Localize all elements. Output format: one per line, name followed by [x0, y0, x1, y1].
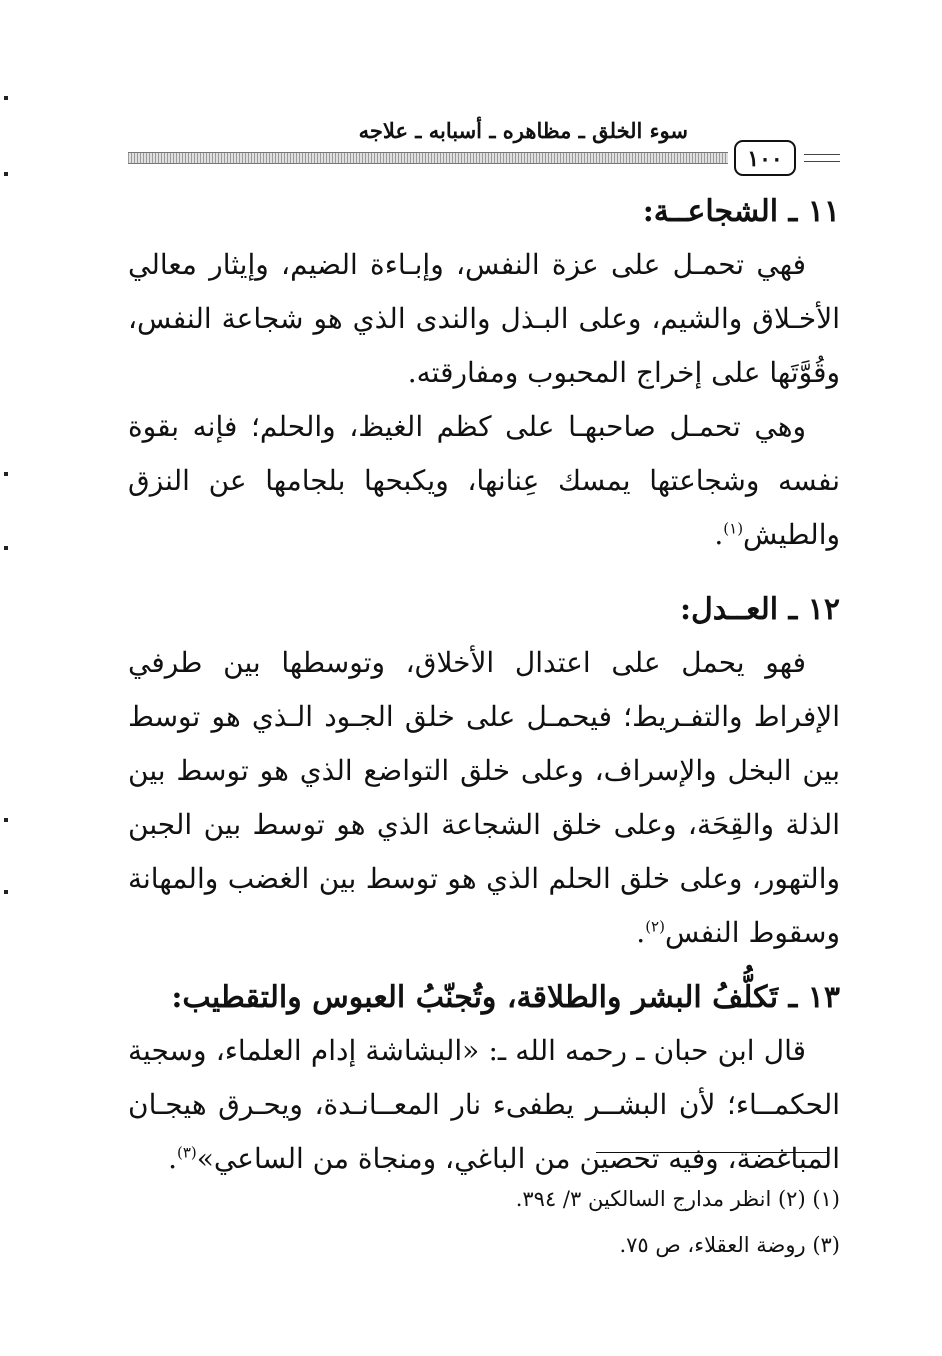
footnote-ref[interactable]: (١)	[723, 519, 744, 538]
section-heading: ١٢ ـ العــدل:	[679, 592, 840, 627]
page-number: ١٠٠	[734, 140, 796, 176]
header-rule	[128, 152, 728, 164]
scan-mark	[4, 472, 8, 476]
section-heading: ١٣ ـ تَكلُّفُ البشر والطلاقة، وتُجنّبُ العبوس والتقطيب:	[171, 980, 840, 1015]
scan-mark	[4, 818, 8, 822]
footnote-ref[interactable]: (٣)	[177, 1143, 197, 1162]
scan-mark	[4, 546, 8, 550]
footnote-ref[interactable]: (٢)	[645, 917, 665, 936]
paragraph: فهو يحمل على اعتدال الأخلاق، وتوسطها بين طرفي الإفراط والتفـريط؛ فيحمـل على خلق الجـود الـذي هو توسط بين البخل والإسراف، وعلى خلق التواضع الذي هو توسط بين الذلة والقِحَة، وعلى خلق الشجاعة الذي هو توسط بين الجبن والتهور، وعلى خلق الحلم الذي هو توسط بين الغضب والمهانة وسقوط النفس$^{(٢)}$.	[128, 646, 840, 949]
paragraph: قال ابن حبان ـ رحمه الله ـ: «البشاشة إدام العلماء، وسجية الحكمــاء؛ لأن البشــر يطفىء نار المعــانـدة، ويحـرق هيجـان المباغضة، وفيه تحصين من الباغي، ومنجاة من الساعي»$^{(٣)}$.	[128, 1034, 840, 1175]
footnotes	[128, 1176, 840, 1268]
running-title: سوء الخلق ـ مظاهره ـ أسبابه ـ علاجه	[358, 118, 688, 143]
page-header	[128, 112, 840, 182]
scan-mark	[4, 172, 8, 176]
main-text	[128, 186, 840, 1186]
scan-mark	[4, 890, 8, 894]
footnote: (١) (٢) انظر مدارج السالكين ٣/ ٣٩٤.	[515, 1187, 840, 1211]
paragraph: وهي تحمـل صاحبهـا على كظم الغيظ، والحلم؛ فإنه بقوة نفسه وشجاعتها يمسك عِنانها، ويكبحها بلجامها عن النزق والطيش$^{(١)}$.	[128, 410, 840, 551]
section-heading: ١١ ـ الشجاعــة:	[642, 194, 840, 229]
scan-mark	[4, 96, 8, 100]
footnote: (٣) روضة العقلاء، ص ٧٥.	[619, 1233, 840, 1257]
header-rule-right	[804, 154, 840, 162]
footnote-separator	[596, 1152, 828, 1153]
paragraph: فهي تحمـل على عزة النفس، وإبـاءة الضيم، وإيثار معالي الأخـلاق والشيم، وعلى البـذل والندى الذي هو شجاعة النفس، وقُوَّتَها على إخراج المحبوب ومفارقته.	[128, 248, 840, 389]
